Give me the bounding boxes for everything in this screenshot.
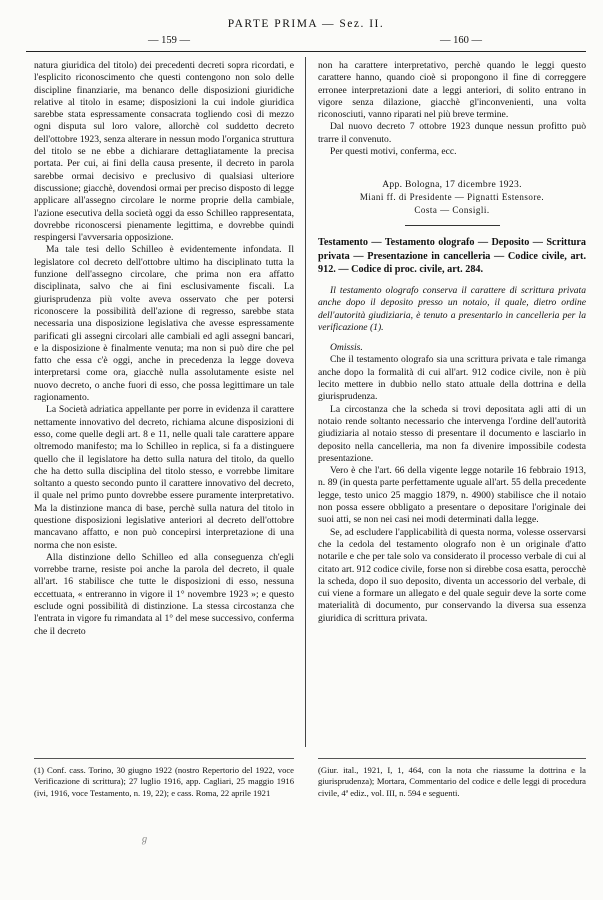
presidents-line: Miani ff. di Presidente — Pignatti Estensore.	[359, 192, 545, 203]
section-rule	[405, 225, 500, 226]
stray-mark: ℊ	[140, 834, 150, 844]
parties-line: Costa — Consigli.	[414, 205, 490, 216]
header-rule	[26, 51, 586, 52]
maxim: Il testamento olografo conserva il carattere di scrittura privata anche dopo il deposito presso un notaio, il quale, dietro ordine dell'autorità giudiziaria, è tenuto a presentarlo in cancelleria per la verificazione (1).	[318, 284, 586, 333]
footnote-left-text: (1) Conf. cass. Torino, 30 giugno 1922 (nostro Repertorio del 1922, voce Verificazione di scrittura); 27 luglio 1916, app. Cagliari, 25 maggio 1916 (ivi, 1916, voce Testamento, n. 19, 22); e cass. Roma, 22 aprile 1921	[34, 765, 294, 798]
footnote-right-text: (Giur. ital., 1921, I, 1, 464, con la nota che riassume la dottrina e la giurisprudenza); Mortara, Commentario del codice e delle leggi di procedura civile, 4ª ediz., vol. III, n. 594 e seguenti.	[318, 765, 586, 798]
footnote-right	[318, 758, 586, 799]
right-body-paragraph-2: La circostanza che la scheda si trovi depositata agli atti di un notaio rende soltanto necessario che intervenga l'ordine dell'autorità giudiziaria al notaio stesso di presentare il documento e lasciarlo in deposito nella cancelleria, ma non fa divenire impossibile codesta presentazione.	[318, 403, 586, 464]
column-divider	[305, 57, 306, 747]
footnote-left	[34, 758, 294, 799]
left-paragraph-4: Alla distinzione dello Schilleo ed alla conseguenza ch'egli vorrebbe trarne, resiste poi anche la parola del decreto, il quale all'art. 16 stabilisce che tutte le disposizioni di esso, nessuna eccettuata, « entreranno in vigore il 1° novembre 1923 »; e questo esclude ogni possibilità di distinzione. La stessa circostanza che l'entrata in vigore fu rimandata al 1° del mese successivo, conferma che il decreto	[34, 551, 294, 637]
right-body-paragraph-4: Se, ad escludere l'applicabilità di questa norma, volesse osservarsi che la cedola del testamento olografo non è un originale d'atto notarile e che per tale solo va considerato il processo verbale di cui al citato art. 912 codice civile, forse non si direbbe cosa esatta, perocchè la scheda, dopo il suo deposito, diventa un accessorio del verbale, di cui viene a formare un allegato e del quale seguir deve la sorte come materialità di documento, pur conservando la diversa sua essenza giuridica di scrittura privata.	[318, 526, 586, 624]
right-intro-paragraph-3: Per questi motivi, conferma, ecc.	[330, 146, 457, 158]
page-number-right: — 160 —	[440, 35, 482, 46]
right-column	[318, 60, 586, 625]
left-column	[34, 60, 294, 638]
left-paragraph-1: natura giuridica del titolo) dei precedenti decreti sopra ricordati, e l'esplicito riconoscimento che questi contengono non solo delle discipline finanziarie, ma benanco delle disposizioni giuridiche relative al titolo in esame; disposizioni la cui indole giuridica sarebbe stata espressamente consacrata togliendo così di mezzo ogni disputa sul loro valore, allorchè col suddetto decreto dell'ottobre 1923, senza alterare in nessun modo l'organica struttura del titolo se ne ebbe a dichiarare dettagliatamente la precisa portata. Per cui, ai fini della causa presente, il decreto in parola sarebbe ormai decisivo e preclusivo di qualsiasi ulteriore discussione; giacchè, dovendosi ormai per preciso disposto di legge applicare all'assegno circolare le norme proprie della cambiale, l'azione esecutiva della società oggi da esso Schilleo rappresentata, dovrebbe riconoscersi pienamente legittima, e dovrebbe quindi respingersi l'avversaria opposizione.	[34, 60, 294, 244]
headnote: Testamento — Testamento olografo — Deposito — Scrittura privata — Presentazione in cancelleria — Codice civile, art. 912. — Codice di proc. civile, art. 284.	[318, 237, 586, 275]
right-body-paragraph-3: Vero è che l'art. 66 della vigente legge notarile 16 febbraio 1913, n. 89 (in questa parte perfettamente uguale all'art. 55 della precedente legge, testo unico 25 maggio 1879, n. 4900) stabilisce che il notaio non possa essere obbligato a presentare o depositare l'originale dei suoi atti, se non nei casi nei modi determinati dalla legge.	[318, 465, 586, 526]
left-paragraph-2: Ma tale tesi dello Schilleo è evidentemente infondata. Il legislatore col decreto dell'ottobre ultimo ha disciplinato tutta la funzione dell'assegno circolare, che prima non era affatto disciplinata, salvo che ai fini esclusivamente fiscali. La giurisprudenza più volte aveva osservato che per potersi riconoscere la possibilità dell'azione di regresso, sarebbe stata necessaria una disposizione legislativa che avesse espressamente parificati gli assegni circolari alle cambiali ed agli assegni bancari, e la disposizione è finalmente venuta; ma non si può dire che pel fatto che essa c'è oggi, anche in precedenza la legge doveva interpretarsi come ora, giacchè nulla assolutamente esiste nel nuovo decreto, o anche fuori di esso, che possa legittimare un tale ragionamento.	[34, 244, 294, 404]
left-paragraph-3: La Società adriatica appellante per porre in evidenza il carattere nettamente innovativo del decreto, richiama alcune disposizioni di esso, come quelle degli art. 8 e 11, nelle quali tale carattere appare oltremodo manifesto; ma lo Schilleo in replica, si fa a distinguere quello che il legislatore ha detto sulla natura del titolo, da quello che ha detto sulla disciplina del titolo stesso, e vorrebbe limitare soltanto a questo secondo punto il carattere innovativo del decreto, il quale nel primo punto dovrebbe essere puramente interpretativo. Ma la distinzione manca di base, perchè sulla natura del titolo in questione disposizioni legislative anteriori al decreto dell'ottobre mancavano affatto, e non può concepirsi interpretazione di una norma che non esiste.	[34, 404, 294, 551]
running-title: PARTE PRIMA — Sez. II.	[227, 18, 385, 30]
omissis: Omissis.	[330, 342, 363, 354]
page-header	[26, 18, 586, 54]
ruling-block	[318, 178, 586, 217]
right-intro-paragraph-1: non ha carattere interpretativo, perchè quando le leggi questo carattere hanno, quando cioè si propongono il fine di correggere erronee interpretazioni date a leggi anteriori, di solito entrano in vigore senza dilazione, giacchè gl'inconvenienti, una volta riconosciuti, vanno riparati nel più breve termine.	[318, 60, 586, 121]
page-number-left: — 159 —	[148, 35, 190, 46]
court-line: App. Bologna, 17 dicembre 1923.	[382, 179, 522, 191]
right-intro-paragraph-2: Dal nuovo decreto 7 ottobre 1923 dunque nessun profitto può trarre il convenuto.	[318, 121, 586, 145]
right-body-paragraph-1: Che il testamento olografo sia una scrittura privata e tale rimanga anche dopo la formalità di cui all'art. 912 codice civile, non è più lecito mettere in dubbio nello stato attuale della dottrina e della giurisprudenza.	[318, 354, 586, 403]
